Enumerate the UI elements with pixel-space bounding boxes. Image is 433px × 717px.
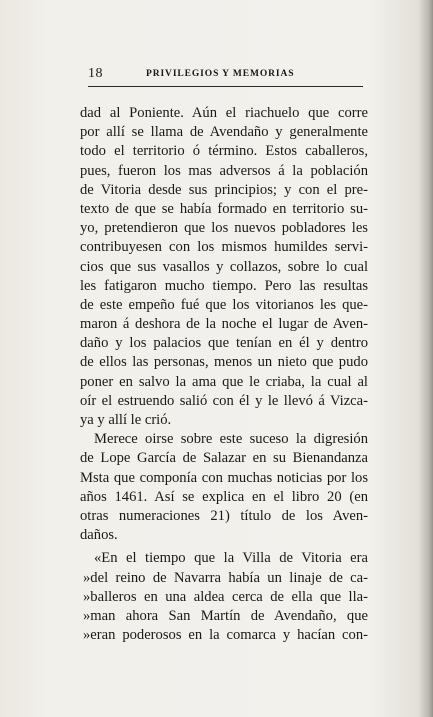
text-line: oír el estruendo salió con él y le llevó á Vizca- [80, 392, 368, 409]
quote-line: »del reino de Navarra había un linaje de ca- [83, 569, 368, 586]
quote-first-line: «En el tiempo que la Villa de Vitoria era [94, 550, 368, 567]
text-line: pues, fueron los mas adversos á la población [80, 162, 368, 179]
quote-line: »balleros en una aldea cerca de ella que lla- [83, 588, 368, 605]
text-line: daños. [80, 527, 118, 544]
text-line: daño y los palacios que tenían en él y dentro [80, 335, 368, 352]
text-line: de Vitoria desde sus principios; y con el pre- [80, 181, 368, 198]
text-line: cios que sus vasallos y collazos, sobre lo cual [80, 258, 368, 275]
text-line: texto de que se había formado en territorio su- [80, 200, 368, 217]
text-line: maron á deshora de la noche el lugar de Aven- [80, 316, 368, 333]
text-line: contribuyesen con los mismos humildes servi- [80, 239, 368, 256]
paragraph-first-line: Merece oirse sobre este suceso la digresión [94, 431, 368, 448]
quote-line: »man ahora San Martín de Avendaño, que [83, 607, 368, 624]
running-title: PRIVILEGIOS Y MEMORIAS [146, 69, 295, 79]
text-line: todo el territorio ó término. Estos caballeros, [80, 143, 368, 160]
text-line: años 1461. Así se explica en el libro 20 (en [80, 488, 368, 505]
header-rule [88, 86, 363, 87]
text-line: de este empeño fué que los vitorianos les que- [80, 296, 368, 313]
text-line: de Lope García de Salazar en su Bienandanza [80, 450, 368, 467]
text-line: les fatigaron mucho tiempo. Pero las resultas [80, 277, 368, 294]
page-number: 18 [88, 66, 103, 81]
page-header [88, 66, 364, 86]
text-line: yo, pretendieron que los nuevos pobladores les [80, 220, 368, 237]
text-line: por allí se llama de Avendaño y generalmente [80, 124, 368, 141]
text-line: poner en salvo la ama que le criaba, la cual al [80, 373, 368, 390]
text-line: de ellos las personas, menos un nieto que pudo [80, 354, 368, 371]
body-text [80, 104, 368, 645]
text-line: ya y allí le crió. [80, 412, 172, 428]
text-line: Msta que componía con muchas noticias por los [80, 469, 368, 486]
text-line: dad al Poniente. Aún el riachuelo que corre [80, 105, 368, 121]
text-line: otras numeraciones 21) título de los Aven- [80, 507, 368, 524]
quote-line: »eran poderosos en la comarca y hacían con- [83, 627, 368, 644]
page-edge-shadow [419, 0, 433, 717]
